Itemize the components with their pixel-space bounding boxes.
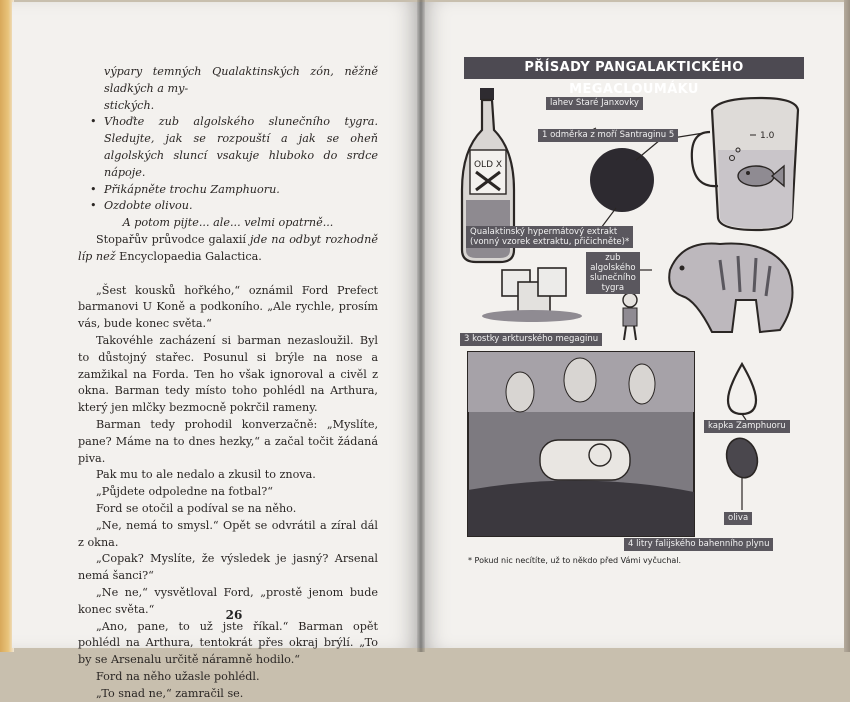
beaker-illustration (692, 98, 798, 230)
illustration-title: PŘÍSADY PANGALAKTICKÉHO MEGACLOUMÁKU (464, 57, 804, 79)
paragraph: „To snad ne,“ zamračil se. (96, 686, 244, 700)
tiger-creature (669, 244, 792, 332)
label-tooth-line-3: slunečního (590, 273, 636, 283)
page-number: 26 (225, 608, 243, 622)
recipe-list (78, 114, 378, 215)
recipe-step: • Ozdobte olivou. (104, 198, 378, 215)
label-bottle: lahev Staré Janxovky (546, 97, 643, 110)
label-mud: 4 litry falijského bahenního plynu (624, 538, 773, 551)
label-ice: 3 kostky arkturského megaginu (460, 333, 602, 346)
section-gap (78, 266, 378, 283)
olive-illustration (722, 435, 761, 481)
label-seawater: 1 odměrka z moří Santraginu 5 (538, 129, 678, 142)
drop-illustration (728, 364, 756, 414)
label-olive: oliva (724, 512, 752, 525)
recipe-step: • Vhoďte zub algolského slunečního tygra. Sledujte, jak se rozpouští a jak se oheň algolských sluncí vsakuje hluboko do srdce nápoje. (104, 114, 378, 181)
guide-text-end: Encyclopaedia Galactica. (115, 249, 262, 263)
paragraph: „Půjdete odpoledne na fotbal?“ (96, 485, 273, 499)
book-gutter (417, 0, 425, 652)
label-zamphuor: kapka Zamphuoru (704, 420, 790, 433)
paragraph: „Ne, nemá to smysl.“ Opět se odvrátil a zíral dál z okna. (78, 518, 378, 549)
paragraph: „Šest kousků hořkého,“ oznámil Ford Prefect barmanovi U Koně a podkoního. „Ale rychle, prosím vás, bude konec světa.“ (78, 283, 378, 331)
closing-line: A potom pijte... ale... velmi opatrně... (122, 216, 334, 230)
recipe-step: • Přikápněte trochu Zamphuoru. (104, 182, 378, 199)
label-tooth (586, 252, 640, 294)
intro-line-2: stických. (104, 98, 155, 112)
paragraph: Pak mu to ale nedalo a zkusil to znova. (96, 468, 316, 482)
paragraph: „Ne ne,“ vysvětloval Ford, „prostě jenom bude konec světa.“ (78, 585, 378, 616)
paragraph: Barman tedy prohodil konverzačně: „Myslíte, pane? Máme na to dnes hezky,“ a začal točit žádaná piva. (78, 417, 378, 465)
bathing-scene (468, 352, 694, 536)
extract-sphere (590, 148, 654, 212)
guide-text: Stopařův průvodce galaxií (96, 232, 251, 246)
paragraph: „Copak? Myslíte, že výsledek je jasný? Arsenal nemá šanci?“ (78, 552, 378, 583)
left-page-text (78, 64, 378, 702)
intro-line-1: výpary temných Qualaktinských zón, něžně sladkých a my- (104, 65, 378, 95)
beaker-mark: 1.0 (760, 131, 775, 141)
paragraph: Ford na něho užasle pohlédl. (96, 669, 260, 683)
guide-paragraph (78, 232, 378, 266)
bottle-mark: OLD X (473, 160, 503, 170)
footnote: * Pokud nic necítíte, už to někdo před Vámi vyčuchal. (468, 556, 682, 565)
label-extract-line-1: Qualaktinský hypermátový extrakt (470, 227, 618, 237)
paragraph: „Ano, pane, to už jste říkal.“ Barman opět pohlédl na Arthura, tentokrát přes okraj brýlí. „To by se Arsenalu určitě náramně hodilo.“ (78, 619, 378, 667)
label-extract-line-2: (vonný vzorek extraktu, přičichněte)* (470, 237, 630, 247)
label-tooth-line-4: tygra (601, 283, 625, 293)
scan-edge-right (844, 0, 850, 652)
small-figure (623, 293, 637, 340)
paragraph: Ford se otočil a podíval se na něho. (96, 501, 297, 515)
paragraph: Takovéhle zacházení si barman nezasloužil. Byl to důstojný stařec. Posunul si brýle na nose a zamžikal na Forda. Ten ho však ignoroval a civěl z okna. Barman tedy místo toho pohlédl na Arthura, který jen mlčky bezmocně pokrčil rameny. (78, 333, 378, 415)
label-tooth-line-2: algolského (590, 263, 636, 273)
label-extract (466, 226, 633, 248)
label-tooth-line-1: zub (605, 253, 621, 263)
guide-text-italic: jde na odbyt rozhodně líp než (78, 232, 378, 263)
ice-cubes (482, 268, 582, 322)
